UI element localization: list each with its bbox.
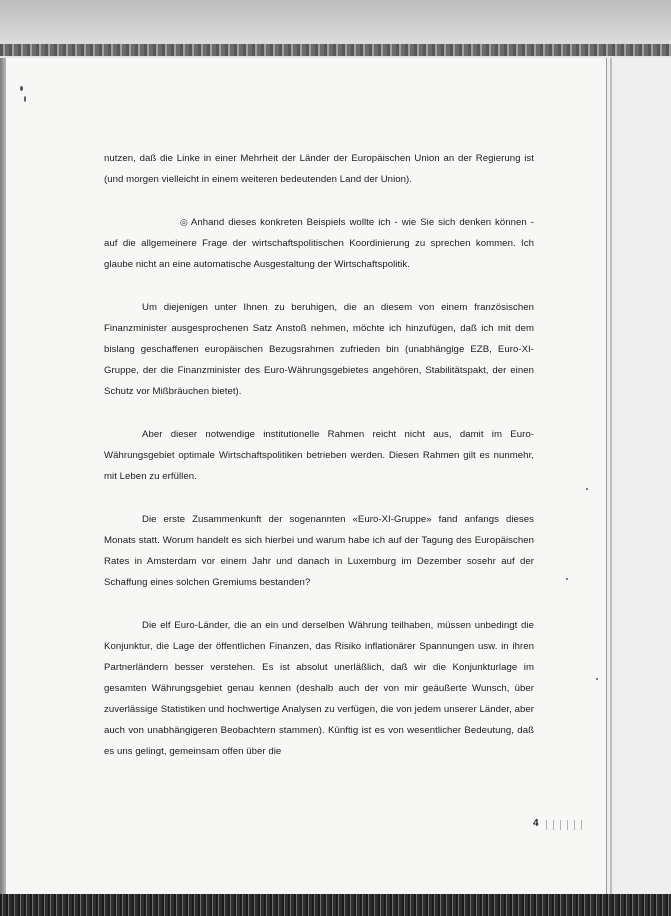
bullet-mark: ◎ bbox=[180, 217, 188, 227]
scan-speck bbox=[24, 96, 26, 102]
scan-speck bbox=[596, 678, 598, 680]
page-number: 4 bbox=[533, 818, 539, 829]
paragraph-4: Aber dieser notwendige institutionelle Rahmen reicht nicht aus, damit im Euro-Währungsgebiet optimale Wirtschaftspolitiken betrieben werden. Diesen Rahmen gilt es nunmehr, mit Leben zu erfüllen. bbox=[104, 429, 534, 482]
paragraph-6: Die elf Euro-Länder, die an ein und derselben Währung teilhaben, müssen unbedingt die Konjunktur, die Lage der öffentlichen Finanzen, das Risiko inflationärer Spannungen usw. in ihren Partnerländern besser verstehen. Es ist absolut unerläßlich, daß wir die Konjunkturlage im gesamten Währungsgebiet genau kennen (deshalb auch der von mir geäußerte Wunsch, über zuverlässige Statistiken und hochwertige Analysen zu verfügen, die von jedem unserer Länder, aber auch von unabhängigeren Beobachtern stammen). Künftig ist es von wesentlicher Bedeutung, daß es uns gelingt, gemeinsam offen über die bbox=[104, 620, 534, 757]
scan-speck bbox=[20, 86, 23, 91]
paragraph-1: nutzen, daß die Linke in einer Mehrheit der Länder der Europäischen Union an der Regierung ist (und morgen vielleicht in einem weiteren bedeutenden Land der Union). bbox=[104, 153, 534, 185]
paragraph-3: Um diejenigen unter Ihnen zu beruhigen, die an diesem von einem französischen Finanzminister ausgesprochenen Satz Anstoß nehmen, möchte ich hinzufügen, daß ich mit dem bislang geschaffenen europäischen Bezugsrahmen zufrieden bin (unabhängige EZB, Euro-XI-Gruppe, der die Finanzminister des Euro-Währungsgebietes angehören, Stabilitätspakt, der einen Schutz vor Mißbräuchen bietet). bbox=[104, 302, 534, 397]
paragraph-5: Die erste Zusammenkunft der sogenannten «Euro-XI-Gruppe» fand anfangs dieses Monats statt. Worum handelt es sich hierbei und warum habe ich auf der Tagung des Europäischen Rates in Amsterdam vor einem Jahr und danach in Luxemburg im Dezember sosehr auf der Schaffung eines solchen Gremiums bestanden? bbox=[104, 514, 534, 588]
scan-speck bbox=[586, 488, 588, 490]
scan-noise-dots bbox=[546, 820, 586, 830]
document-body bbox=[104, 148, 534, 784]
scan-bottom-border bbox=[0, 894, 671, 916]
scan-speck bbox=[566, 578, 568, 580]
scan-top-border bbox=[0, 0, 671, 58]
scan-top-edge bbox=[0, 44, 671, 56]
paragraph-2-text: Anhand dieses konkreten Beispiels wollte ich - wie Sie sich denken können - auf die allgemeinere Frage der wirtschaftspolitischen Koordinierung zu sprechen kommen. Ich glaube nicht an eine automatische Ausgestaltung der Wirtschaftspolitik. bbox=[104, 217, 534, 270]
scan-right-margin bbox=[606, 58, 671, 894]
scan-right-line bbox=[610, 58, 612, 894]
paragraph-2 bbox=[104, 212, 534, 275]
